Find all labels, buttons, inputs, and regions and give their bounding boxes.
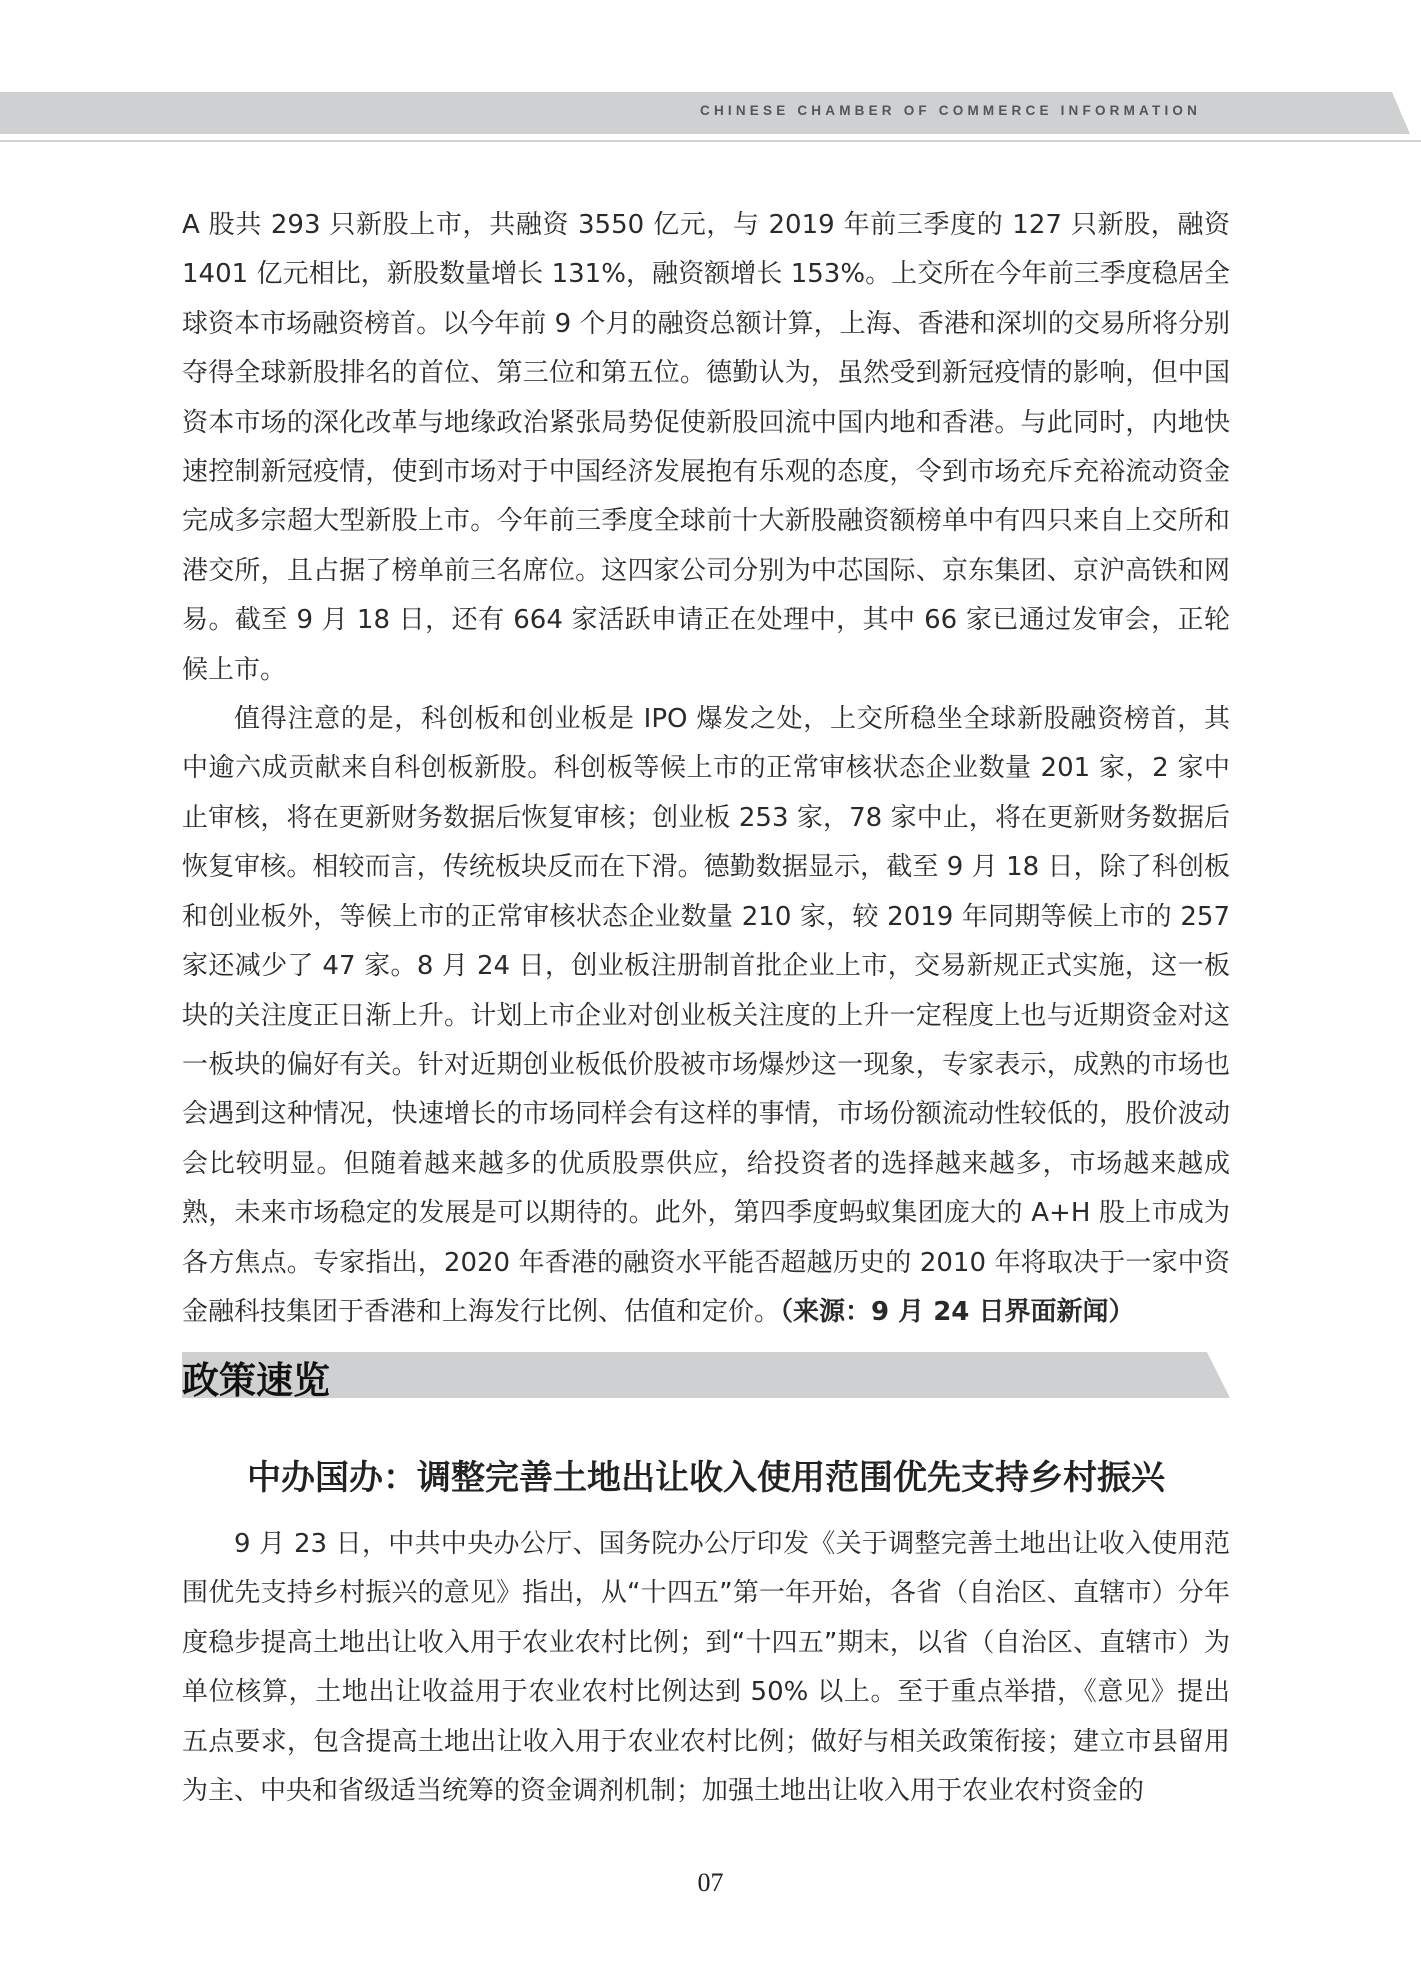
header-divider [0,140,1421,142]
running-header: CHINESE CHAMBER OF COMMERCE INFORMATION [700,103,1202,118]
paragraph-text: 值得注意的是，科创板和创业板是 IPO 爆发之处，上交所稳坐全球新股融资榜首，其中逾六成贡献来自科创板新股。科创板等候上市的正常审核状态企业数量 201 家，2 家中止审核，将在更新财务数据后恢复审核；创业板 253 家，78 家中止，将在更新财务数据后恢复审核。相较而言，传统板块反而在下滑。德勤数据显示，截至 9 月 18 日，除了科创板和创业板外，等候上市的正常审核状态企业数量 210 家，较 2019 年同期等候上市的 257 家还减少了 47 家。8 月 24 日，创业板注册制首批企业上市，交易新规正式实施，这一板块的关注度正日渐上升。计划上市企业对创业板关注度的上升一定程度上也与近期资金对这一板块的偏好有关。针对近期创业板低价股被市场爆炒这一现象，专家表示，成熟的市场也会遇到这种情况，快速增长的市场同样会有这样的事情，市场份额流动性较低的，股价波动会比较明显。但随着越来越多的优质股票供应，给投资者的选择越来越多，市场越来越成熟，未来市场稳定的发展是可以期待的。此外，第四季度蚂蚁集团庞大的 A+H 股上市成为各方焦点。专家指出，2020 年香港的融资水平能否超越历史的 2010 年将取决于一家中资金融科技集团于香港和上海发行比例、估值和定价。 [182,704,1230,1327]
section-header-band [182,1352,1230,1398]
article-paragraph: A 股共 293 只新股上市，共融资 3550 亿元，与 2019 年前三季度的 127 只新股，融资 1401 亿元相比，新股数量增长 131%，融资额增长 153%。上交所在今年前三季度稳居全球资本市场融资榜首。以今年前 9 个月的融资总额计算，上海、香港和深圳的交易所将分别夺得全球新股排名的首位、第三位和第五位。德勤认为，虽然受到新冠疫情的影响，但中国资本市场的深化改革与地缘政治紧张局势促使新股回流中国内地和香港。与此同时，内地快速控制新冠疫情，使到市场对于中国经济发展抱有乐观的态度，令到市场充斥充裕流动资金完成多宗超大型新股上市。今年前三季度全球前十大新股融资额榜单中有四只来自上交所和港交所，且占据了榜单前三名席位。这四家公司分别为中芯国际、京东集团、京沪高铁和网易。截至 9 月 18 日，还有 664 家活跃申请正在处理中，其中 66 家已通过发审会，正轮候上市。 [182,210,1230,685]
page-number: 07 [697,1868,724,1897]
section-title: 政策速览 [182,1358,330,1402]
article-body [182,1520,1230,1816]
article-paragraph: 9 月 23 日，中共中央办公厅、国务院办公厅印发《关于调整完善土地出让收入使用范围优先支持乡村振兴的意见》指出，从“十四五”第一年开始，各省（自治区、直辖市）分年度稳步提高土地出让收入用于农业农村比例；到“十四五”期末，以省（自治区、直辖市）为单位核算，土地出让收益用于农业农村比例达到 50% 以上。至于重点举措，《意见》提出五点要求，包含提高土地出让收入用于农业农村比例；做好与相关政策衔接；建立市县留用为主、中央和省级适当统筹的资金调剂机制；加强土地出让收入用于农业农村资金的 [182,1529,1230,1807]
article-paragraph [182,695,1230,1337]
source-citation: （来源：9 月 24 日界面新闻） [780,1296,1135,1327]
article-body-continued [182,201,1230,1337]
article-title: 中办国办：调整完善土地出让收入使用范围优先支持乡村振兴 [247,1458,1165,1498]
